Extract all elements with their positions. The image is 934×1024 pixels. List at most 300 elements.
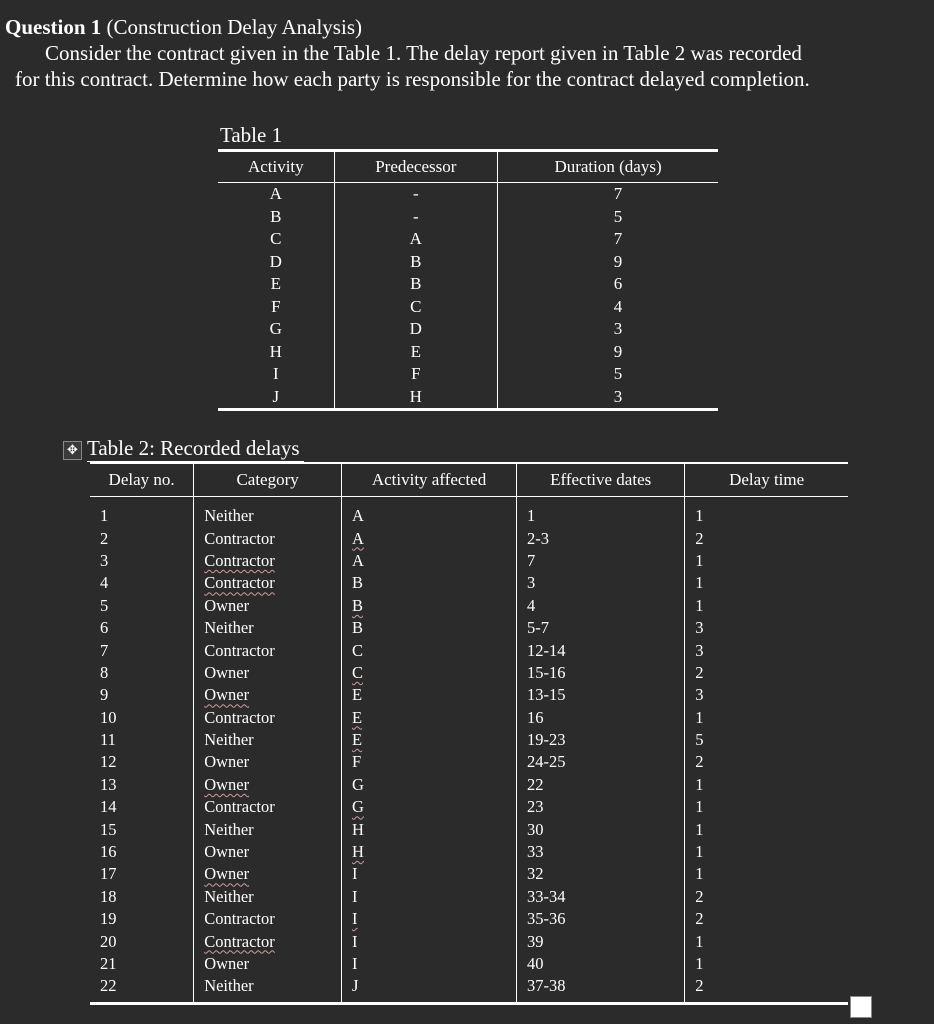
table2-cell-activity-text: I — [352, 864, 358, 884]
table2-cell-category — [194, 550, 342, 572]
table2-cell-delay-no-text: 12 — [100, 752, 117, 772]
table2-cell-delay-time-text: 3 — [695, 618, 704, 638]
table1-cell-duration-text: 7 — [613, 184, 623, 204]
table2 — [90, 462, 848, 1005]
table2-cell-dates-text: 19-23 — [527, 730, 566, 750]
question-block — [5, 14, 925, 92]
table2-cell-delay-no — [90, 908, 194, 930]
table2-cell-activity — [342, 497, 517, 528]
table2-cell-dates — [517, 930, 685, 952]
table2-cell-delay-time — [685, 707, 848, 729]
table1-cell-predecessor — [334, 206, 497, 229]
table2-cell-delay-time — [685, 953, 848, 975]
table2-cell-delay-time-text: 1 — [695, 707, 704, 727]
table1-cell-activity-text: C — [270, 229, 282, 249]
table2-cell-delay-time-text: 2 — [695, 909, 704, 929]
table2-cell-delay-no — [90, 863, 194, 885]
table2-row — [90, 953, 848, 975]
table2-cell-activity-text: F — [352, 752, 362, 772]
table2-row — [90, 841, 848, 863]
table2-cell-delay-time — [685, 818, 848, 840]
table2-cell-category-text: Contractor — [204, 528, 275, 548]
table2-cell-activity — [342, 729, 517, 751]
table2-cell-delay-time-text: 2 — [695, 752, 704, 772]
table2-cell-delay-time-text: 1 — [695, 931, 704, 951]
table2-cell-activity — [342, 662, 517, 684]
table2-row — [90, 639, 848, 661]
table2-cell-dates — [517, 527, 685, 549]
table2-cell-delay-time — [685, 975, 848, 1003]
table2-cell-category — [194, 796, 342, 818]
table2-cell-dates — [517, 572, 685, 594]
table2-row — [90, 662, 848, 684]
table2-cell-delay-no — [90, 527, 194, 549]
table1-cell-duration — [498, 341, 718, 364]
table2-cell-activity-text: G — [352, 774, 364, 794]
table2-cell-delay-no — [90, 662, 194, 684]
table1-cell-activity-text: F — [271, 296, 281, 316]
table2-cell-category-text: Owner — [204, 685, 250, 705]
table1-cell-predecessor — [334, 228, 497, 251]
table2-cell-delay-time — [685, 774, 848, 796]
table1-row — [218, 296, 718, 319]
table2-cell-delay-time — [685, 662, 848, 684]
table1-row — [218, 386, 718, 410]
table1-cell-activity — [218, 296, 334, 319]
table1-cell-predecessor-text: - — [412, 206, 419, 226]
table-resize-handle[interactable] — [850, 996, 872, 1018]
table1-caption: Table 1 — [220, 123, 283, 147]
table1-row — [218, 341, 718, 364]
table1-cell-activity — [218, 363, 334, 386]
table2-cell-category — [194, 729, 342, 751]
table1-cell-activity-text: J — [272, 386, 280, 406]
table2-row — [90, 751, 848, 773]
table2-cell-activity — [342, 953, 517, 975]
table2-cell-dates — [517, 639, 685, 661]
table2-cell-activity — [342, 617, 517, 639]
table2-cell-activity — [342, 707, 517, 729]
table2-cell-activity-text: A — [352, 506, 364, 526]
table2-cell-category — [194, 595, 342, 617]
table2-cell-dates-text: 5-7 — [527, 618, 550, 638]
table1 — [218, 149, 718, 411]
table1-cell-activity — [218, 183, 334, 206]
table2-cell-activity-text: A — [352, 528, 364, 548]
table1-cell-activity-text: A — [269, 184, 282, 204]
question-line-1: Consider the contract given in the Table 1. The delay report given in Table 2 was recorded — [45, 41, 802, 65]
table2-cell-delay-time — [685, 572, 848, 594]
table2-cell-delay-time-text: 3 — [695, 640, 704, 660]
table2-row — [90, 774, 848, 796]
table2-row — [90, 908, 848, 930]
table2-cell-delay-no — [90, 729, 194, 751]
table2-cell-delay-time — [685, 595, 848, 617]
table2-cell-activity-text: B — [352, 573, 364, 593]
table2-cell-dates-text: 3 — [527, 573, 536, 593]
table2-cell-activity-text: I — [352, 931, 358, 951]
table2-row — [90, 617, 848, 639]
table1-cell-predecessor — [334, 341, 497, 364]
table2-row — [90, 863, 848, 885]
table2-cell-category — [194, 707, 342, 729]
table2-cell-category-text: Neither — [204, 506, 254, 526]
table2-cell-category-text: Neither — [204, 618, 254, 638]
table2-cell-delay-time-text: 1 — [695, 573, 704, 593]
table2-cell-activity-text: B — [352, 618, 364, 638]
table2-cell-activity — [342, 863, 517, 885]
table2-cell-dates — [517, 975, 685, 1003]
table2-cell-activity — [342, 572, 517, 594]
table2-cell-delay-time-text: 1 — [695, 864, 704, 884]
table2-cell-delay-time-text: 1 — [695, 595, 704, 615]
table2-cell-category — [194, 975, 342, 1003]
table2-cell-dates — [517, 707, 685, 729]
table2-cell-delay-time — [685, 729, 848, 751]
table2-caption: Table 2: Recorded delays — [87, 436, 304, 462]
table2-cell-activity — [342, 774, 517, 796]
table2-cell-delay-time-text: 2 — [695, 976, 704, 996]
table2-cell-delay-no-text: 19 — [100, 909, 117, 929]
table2-cell-delay-no-text: 5 — [100, 595, 109, 615]
table2-cell-dates — [517, 774, 685, 796]
table2-cell-dates-text: 33-34 — [527, 886, 566, 906]
table1-cell-activity — [218, 273, 334, 296]
table2-row — [90, 818, 848, 840]
table2-row — [90, 595, 848, 617]
table2-cell-activity — [342, 684, 517, 706]
table1-cell-activity — [218, 206, 334, 229]
table2-row — [90, 930, 848, 952]
table1-cell-activity — [218, 386, 334, 410]
table2-cell-delay-time — [685, 841, 848, 863]
table2-cell-dates — [517, 595, 685, 617]
table2-cell-delay-time-text: 1 — [695, 774, 704, 794]
table2-cell-category-text: Contractor — [204, 573, 275, 593]
table2-cell-delay-time-text: 2 — [695, 662, 704, 682]
table2-cell-activity — [342, 796, 517, 818]
table2-cell-category — [194, 818, 342, 840]
table2-cell-delay-no-text: 15 — [100, 819, 117, 839]
table2-row — [90, 527, 848, 549]
table2-cell-category-text: Neither — [204, 819, 254, 839]
table2-cell-activity — [342, 975, 517, 1003]
table2-cell-dates — [517, 818, 685, 840]
table2-cell-delay-time-text: 5 — [695, 730, 704, 750]
table2-cell-delay-time — [685, 639, 848, 661]
table2-cell-category-text: Owner — [204, 774, 250, 794]
table2-row — [90, 975, 848, 1003]
table2-cell-category-text: Contractor — [204, 707, 275, 727]
table2-cell-activity — [342, 841, 517, 863]
table1-cell-activity — [218, 341, 334, 364]
table2-cell-category — [194, 953, 342, 975]
table2-cell-activity-text: G — [352, 797, 364, 817]
table2-cell-delay-time-text: 2 — [695, 886, 704, 906]
table1-cell-duration-text: 3 — [613, 386, 623, 406]
table2-cell-category — [194, 497, 342, 528]
table2-cell-dates — [517, 751, 685, 773]
table2-cell-dates-text: 23 — [527, 797, 544, 817]
table2-header-delay-time: Delay time — [685, 463, 848, 497]
table2-cell-dates-text: 2-3 — [527, 528, 550, 548]
table2-row — [90, 550, 848, 572]
table2-cell-dates-text: 39 — [527, 931, 544, 951]
table2-cell-dates — [517, 662, 685, 684]
table1-cell-predecessor — [334, 318, 497, 341]
table2-cell-delay-no-text: 14 — [100, 797, 117, 817]
table2-cell-dates-text: 22 — [527, 774, 544, 794]
table2-cell-category-text: Neither — [204, 976, 254, 996]
table2-cell-delay-no-text: 4 — [100, 573, 109, 593]
table1-cell-predecessor — [334, 386, 497, 410]
table1-row — [218, 183, 718, 206]
table1-cell-activity-text: D — [269, 251, 282, 271]
table2-cell-delay-no-text: 2 — [100, 528, 109, 548]
table2-row — [90, 684, 848, 706]
table2-cell-category — [194, 886, 342, 908]
table2-cell-dates — [517, 863, 685, 885]
table2-cell-dates-text: 1 — [527, 506, 536, 526]
table2-cell-dates-text: 4 — [527, 595, 536, 615]
table2-cell-activity — [342, 886, 517, 908]
table2-cell-category-text: Owner — [204, 842, 250, 862]
table1-cell-predecessor-text: D — [409, 319, 422, 339]
table2-cell-delay-no — [90, 617, 194, 639]
table2-cell-activity — [342, 595, 517, 617]
table2-cell-delay-time — [685, 908, 848, 930]
table2-cell-delay-no-text: 3 — [100, 550, 109, 570]
table1-row — [218, 206, 718, 229]
table2-cell-delay-no — [90, 796, 194, 818]
table2-cell-delay-no-text: 9 — [100, 685, 109, 705]
table2-cell-activity-text: I — [352, 954, 358, 973]
table1-body — [218, 183, 718, 410]
table2-cell-delay-no — [90, 572, 194, 594]
table2-row — [90, 497, 848, 528]
table2-cell-category — [194, 908, 342, 930]
table2-cell-activity-text: H — [352, 819, 364, 839]
table1-cell-activity-text: E — [270, 274, 281, 294]
question-label: Question 1 — [5, 15, 102, 39]
table1-cell-duration — [498, 363, 718, 386]
table2-header-row — [90, 463, 848, 497]
table2-header-delay-no: Delay no. — [90, 463, 194, 497]
table2-cell-category-text: Contractor — [204, 797, 275, 817]
table2-cell-category — [194, 863, 342, 885]
table2-row — [90, 572, 848, 594]
table2-cell-dates — [517, 908, 685, 930]
table2-cell-delay-time — [685, 550, 848, 572]
table2-cell-delay-time — [685, 796, 848, 818]
table2-cell-delay-no — [90, 707, 194, 729]
table2-cell-dates-text: 33 — [527, 842, 544, 862]
table1-header-duration: Duration (days) — [498, 151, 718, 183]
table2-cell-activity-text: J — [352, 976, 359, 996]
table2-cell-dates — [517, 729, 685, 751]
table2-header-effective-dates: Effective dates — [517, 463, 685, 497]
table2-cell-activity — [342, 818, 517, 840]
question-line-2: for this contract. Determine how each party is responsible for the contract delayed completion. — [15, 67, 810, 91]
table2-cell-category — [194, 662, 342, 684]
table2-cell-delay-no — [90, 774, 194, 796]
table2-cell-dates-text: 24-25 — [527, 752, 566, 772]
table2-cell-delay-time-text: 1 — [695, 819, 704, 839]
table2-cell-delay-time-text: 3 — [695, 685, 704, 705]
table1-cell-activity — [218, 318, 334, 341]
table1-cell-duration — [498, 183, 718, 206]
table2-cell-activity-text: B — [352, 595, 364, 615]
table2-cell-category — [194, 751, 342, 773]
table2-cell-delay-time-text: 1 — [695, 506, 704, 526]
table2-cell-delay-time — [685, 684, 848, 706]
question-title — [5, 14, 925, 40]
table2-cell-dates-text: 35-36 — [527, 909, 566, 929]
table2-cell-category-text: Owner — [204, 662, 250, 682]
table2-cell-category-text: Contractor — [204, 909, 275, 929]
table2-cell-activity — [342, 908, 517, 930]
table2-cell-delay-no-text: 10 — [100, 707, 117, 727]
table1-cell-duration — [498, 228, 718, 251]
table2-cell-dates-text: 30 — [527, 819, 544, 839]
table2-cell-category — [194, 774, 342, 796]
table2-cell-delay-no-text: 8 — [100, 662, 109, 682]
table2-cell-category — [194, 684, 342, 706]
table2-cell-delay-no-text: 16 — [100, 842, 117, 862]
table2-cell-delay-no-text: 21 — [100, 954, 117, 973]
table2-cell-delay-no — [90, 953, 194, 975]
table2-cell-category-text: Neither — [204, 730, 254, 750]
table2-cell-category — [194, 930, 342, 952]
table2-cell-delay-no — [90, 975, 194, 1003]
table1-cell-predecessor-text: B — [410, 274, 422, 294]
table1-row — [218, 251, 718, 274]
table2-cell-category-text: Owner — [204, 595, 250, 615]
table2-row — [90, 729, 848, 751]
table1-cell-predecessor — [334, 296, 497, 319]
table2-cell-delay-no-text: 1 — [100, 506, 109, 526]
table2-header-activity-affected: Activity affected — [342, 463, 517, 497]
table2-cell-delay-time — [685, 886, 848, 908]
table1-cell-activity — [218, 251, 334, 274]
table2-cell-delay-no — [90, 684, 194, 706]
table1-header-activity: Activity — [218, 151, 334, 183]
table2-cell-activity — [342, 527, 517, 549]
table1-row — [218, 363, 718, 386]
table2-cell-delay-no — [90, 639, 194, 661]
table2-cell-dates — [517, 886, 685, 908]
table1-cell-duration — [498, 251, 718, 274]
table1-cell-duration-text: 3 — [613, 319, 623, 339]
table2-cell-delay-time — [685, 617, 848, 639]
table2-cell-dates-text: 40 — [527, 954, 544, 973]
table2-cell-delay-no-text: 20 — [100, 931, 117, 951]
table2-cell-category-text: Neither — [204, 886, 254, 906]
table1-cell-predecessor-text: A — [409, 229, 422, 249]
table2-cell-category-text: Contractor — [204, 931, 275, 951]
move-handle-icon[interactable]: ✥ — [63, 441, 82, 460]
table2-cell-delay-no — [90, 930, 194, 952]
table1-cell-predecessor — [334, 273, 497, 296]
table2-cell-delay-time-text: 1 — [695, 842, 704, 862]
table2-row — [90, 707, 848, 729]
table2-cell-dates — [517, 684, 685, 706]
table2-cell-activity — [342, 930, 517, 952]
table2-cell-delay-no — [90, 818, 194, 840]
table2-cell-delay-time — [685, 930, 848, 952]
table2-cell-activity-text: E — [352, 685, 363, 705]
table2-header-category: Category — [194, 463, 342, 497]
table2-cell-delay-time-text: 1 — [695, 797, 704, 817]
table1-cell-activity — [218, 228, 334, 251]
table1-cell-duration — [498, 386, 718, 410]
table2-row — [90, 796, 848, 818]
table2-cell-activity-text: H — [352, 842, 364, 862]
table2-cell-dates-text: 13-15 — [527, 685, 566, 705]
table2-cell-dates — [517, 617, 685, 639]
table1-cell-duration-text: 4 — [613, 296, 623, 316]
table1-header-predecessor: Predecessor — [334, 151, 497, 183]
table2-cell-activity — [342, 639, 517, 661]
table1-cell-activity-text: B — [270, 206, 282, 226]
table1-cell-predecessor-text: E — [410, 341, 422, 361]
table2-cell-dates-text: 15-16 — [527, 662, 566, 682]
table2-cell-delay-time-text: 1 — [695, 954, 704, 973]
table2-cell-delay-no — [90, 497, 194, 528]
table2-cell-delay-no-text: 18 — [100, 886, 117, 906]
table2-cell-activity-text: C — [352, 662, 364, 682]
table2-cell-category — [194, 639, 342, 661]
table1-cell-duration — [498, 318, 718, 341]
table2-cell-category-text: Contractor — [204, 640, 275, 660]
table2-cell-delay-no-text: 6 — [100, 618, 109, 638]
table2-cell-category-text: Owner — [204, 864, 250, 884]
table1-cell-duration-text: 7 — [613, 229, 623, 249]
table1-cell-activity-text: H — [269, 341, 282, 361]
table1-cell-duration — [498, 296, 718, 319]
table2-cell-category-text: Owner — [204, 752, 250, 772]
table2-cell-activity-text: E — [352, 730, 363, 750]
table1-row — [218, 228, 718, 251]
table1-cell-predecessor — [334, 251, 497, 274]
table2-cell-dates — [517, 550, 685, 572]
table2-cell-delay-time-text: 1 — [695, 550, 704, 570]
table2-cell-category-text: Contractor — [204, 550, 275, 570]
table1-row — [218, 273, 718, 296]
table2-cell-category — [194, 572, 342, 594]
table2-cell-delay-time — [685, 751, 848, 773]
table2-cell-category — [194, 527, 342, 549]
table1-cell-predecessor — [334, 363, 497, 386]
table2-cell-dates — [517, 841, 685, 863]
table1-cell-duration — [498, 206, 718, 229]
table1-cell-duration-text: 5 — [613, 364, 623, 384]
table2-cell-delay-no — [90, 550, 194, 572]
table2-cell-dates-text: 16 — [527, 707, 544, 727]
table2-cell-activity-text: A — [352, 550, 364, 570]
table2-cell-delay-time — [685, 527, 848, 549]
table2-cell-category — [194, 841, 342, 863]
table2-cell-delay-no-text: 17 — [100, 864, 117, 884]
table1-row — [218, 318, 718, 341]
table2-cell-dates — [517, 796, 685, 818]
table2-cell-delay-no — [90, 886, 194, 908]
table2-cell-activity-text: I — [352, 886, 358, 906]
table1-cell-activity-text: G — [269, 319, 282, 339]
table2-body — [90, 497, 848, 1004]
table1-cell-duration-text: 9 — [613, 341, 623, 361]
table1-header-row — [218, 151, 718, 183]
